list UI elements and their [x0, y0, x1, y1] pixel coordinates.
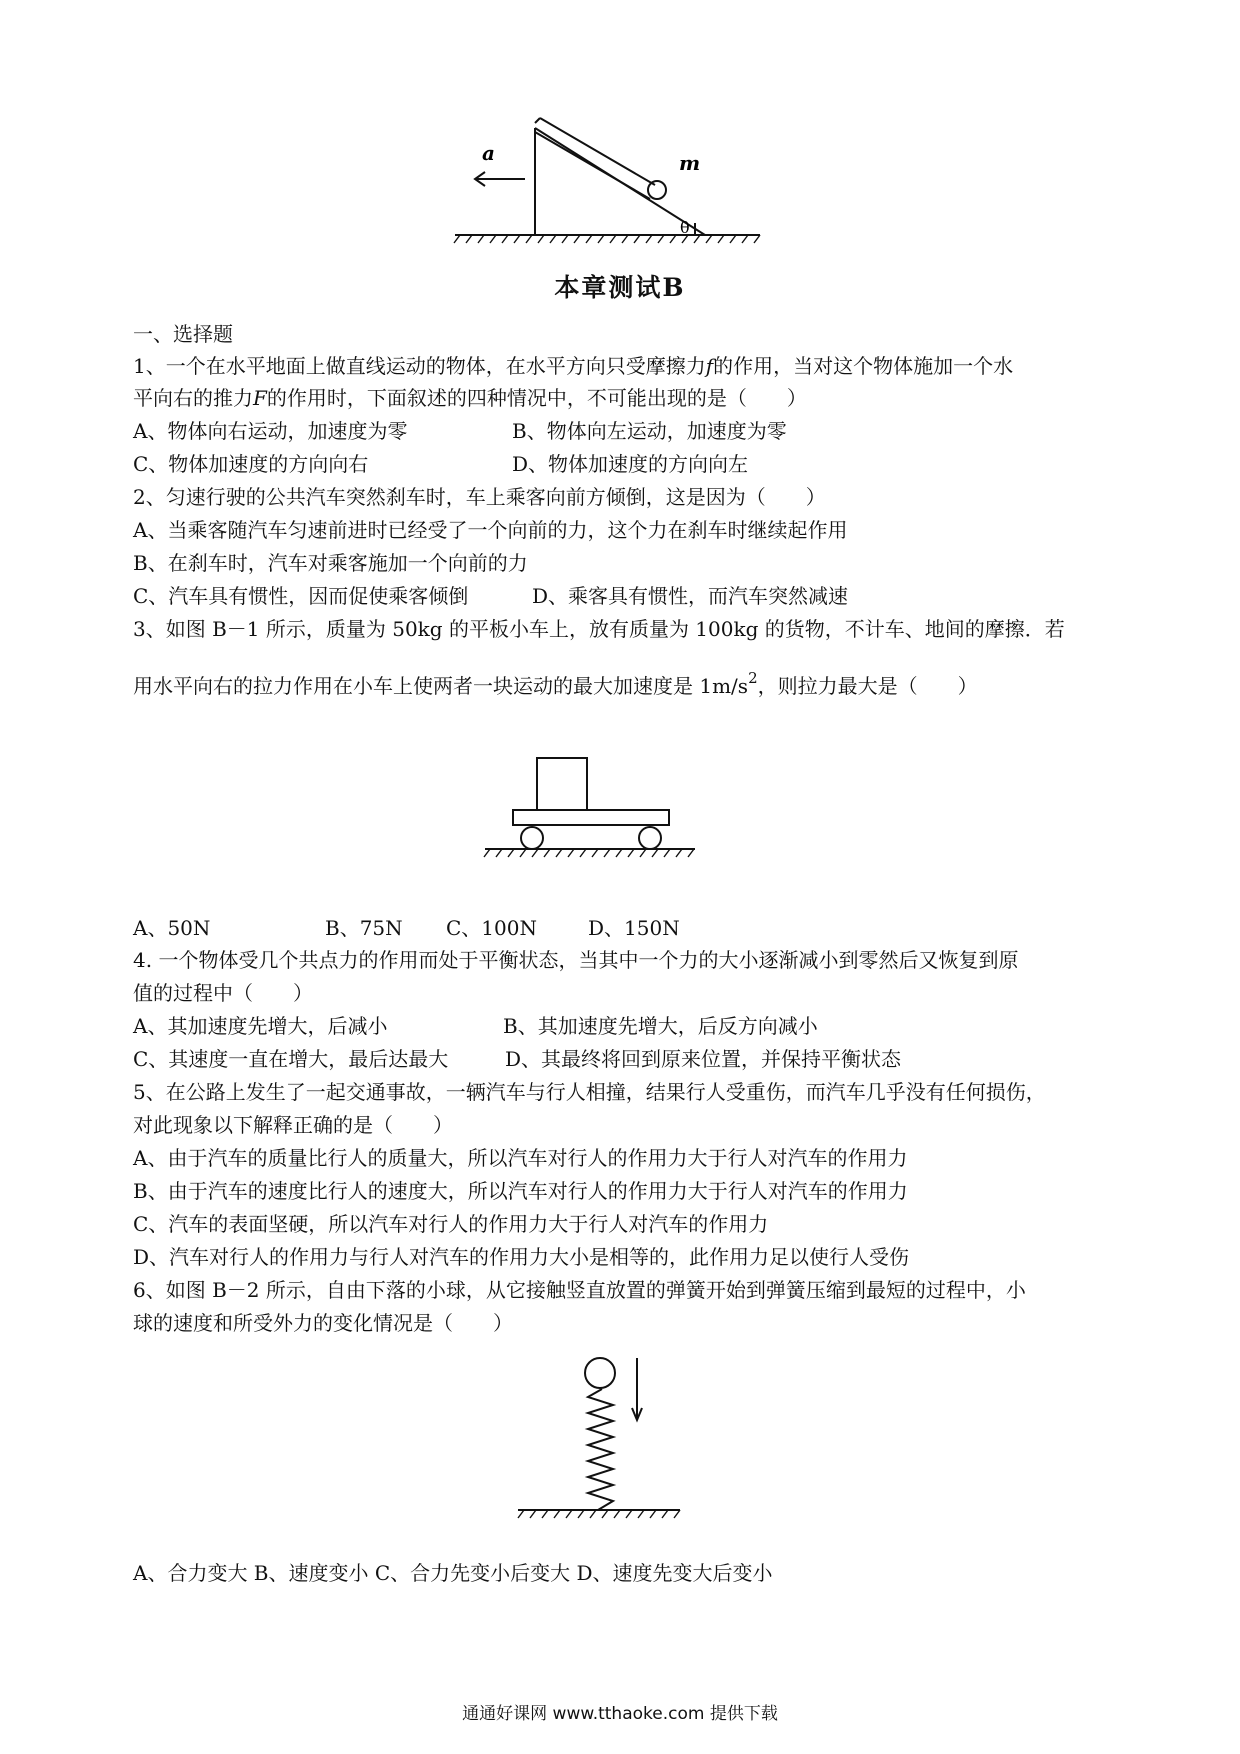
- q1-option-d: D、物体加速度的方向向左: [512, 452, 749, 476]
- q1-option-b: B、物体向左运动，加速度为零: [512, 419, 787, 443]
- cart-ground-hatch: [484, 849, 694, 857]
- spring-ground-hatch: [518, 1510, 680, 1518]
- spring-coil: [588, 1389, 613, 1510]
- q2-option-a: A、当乘客随汽车匀速前进时已经受了一个向前的力，这个力在刹车时继续起作用: [133, 518, 848, 542]
- q1-stem-line2: 平向右的推力F的作用时，下面叙述的四种情况中，不可能出现的是（ ）: [133, 386, 807, 410]
- incline-rod-bottom: [535, 132, 650, 199]
- q5-option-d: D、汽车对行人的作用力与行人对汽车的作用力大小是相等的，此作用力足以使行人受伤: [133, 1245, 910, 1269]
- q2-stem: 2、匀速行驶的公共汽车突然刹车时，车上乘客向前方倾倒，这是因为（ ）: [133, 485, 826, 509]
- q4-option-c: C、其速度一直在增大，最后达最大: [133, 1047, 449, 1071]
- footer-note: 通通好课网 www.tthaoke.com 提供下载: [462, 1704, 778, 1724]
- label-m: m: [679, 151, 701, 175]
- cart-wheel-right: [639, 827, 661, 849]
- label-theta: θ: [680, 218, 690, 237]
- q3-option-c: C、100N: [446, 916, 537, 940]
- q3-option-b: B、75N: [325, 916, 403, 940]
- incline-figure: [440, 110, 780, 245]
- q4-stem-line2: 值的过程中（ ）: [133, 981, 313, 1005]
- q5-stem-line2: 对此现象以下解释正确的是（ ）: [133, 1113, 453, 1137]
- q5-option-c: C、汽车的表面坚硬，所以汽车对行人的作用力大于行人对汽车的作用力: [133, 1212, 769, 1236]
- q1-option-c: C、物体加速度的方向向右: [133, 452, 369, 476]
- q4-stem-line1: 4. 一个物体受几个共点力的作用而处于平衡状态，当其中一个力的大小逐渐减小到零然后又恢复到原: [133, 948, 1019, 972]
- q3-option-a: A、50N: [133, 916, 211, 940]
- falling-ball: [585, 1358, 615, 1388]
- section-heading: 一、选择题: [133, 322, 233, 346]
- q1-option-a: A、物体向右运动，加速度为零: [133, 419, 408, 443]
- q5-option-b: B、由于汽车的速度比行人的速度大，所以汽车对行人的作用力大于行人对汽车的作用力: [133, 1179, 908, 1203]
- q4-option-a: A、其加速度先增大，后减小: [133, 1014, 388, 1038]
- q3-stem-line1: 3、如图 B－1 所示，质量为 50kg 的平板小车上，放有质量为 100kg 的货物，不计车、地间的摩擦．若: [133, 617, 1065, 641]
- label-a: a: [482, 141, 495, 165]
- q2-option-b: B、在刹车时，汽车对乘客施加一个向前的力: [133, 551, 528, 575]
- ground-hatch: [454, 235, 760, 243]
- ball-on-incline: [648, 181, 666, 199]
- q6-stem-line2: 球的速度和所受外力的变化情况是（ ）: [133, 1311, 513, 1335]
- q1-stem-line1: 1、一个在水平地面上做直线运动的物体，在水平方向只受摩擦力f的作用，当对这个物体施加一个水: [133, 354, 1014, 378]
- q3-stem-line2: 用水平向右的拉力作用在小车上使两者一块运动的最大加速度是 $1m/s^2$，则拉力最大是（ ）: [133, 669, 978, 698]
- q5-stem-line1: 5、在公路上发生了一起交通事故，一辆汽车与行人相撞，结果行人受重伤，而汽车几乎没有任何损伤，: [133, 1080, 1046, 1104]
- spring-figure: [510, 1350, 690, 1535]
- q2-option-c: C、汽车具有惯性，因而促使乘客倾倒: [133, 584, 469, 608]
- cart-figure: [480, 752, 700, 870]
- cargo-box: [537, 758, 587, 810]
- q4-option-d: D、其最终将回到原来位置，并保持平衡状态: [505, 1047, 902, 1071]
- incline-rod-top: [540, 118, 655, 185]
- rod-end: [535, 118, 540, 123]
- q4-option-b: B、其加速度先增大，后反方向减小: [503, 1014, 818, 1038]
- cart-wheel-left: [521, 827, 543, 849]
- q2-option-d: D、乘客具有惯性，而汽车突然减速: [532, 584, 849, 608]
- cart-board: [513, 810, 669, 825]
- q6-options: A、合力变大 B、速度变小 C、合力先变小后变大 D、速度先变大后变小: [133, 1561, 773, 1585]
- q6-stem-line1: 6、如图 B－2 所示，自由下落的小球，从它接触竖直放置的弹簧开始到弹簧压缩到最短的过程中，小: [133, 1278, 1026, 1302]
- q5-option-a: A、由于汽车的质量比行人的质量大，所以汽车对行人的作用力大于行人对汽车的作用力: [133, 1146, 908, 1170]
- page-title: 本章测试B: [554, 273, 686, 302]
- q3-option-d: D、150N: [588, 916, 680, 940]
